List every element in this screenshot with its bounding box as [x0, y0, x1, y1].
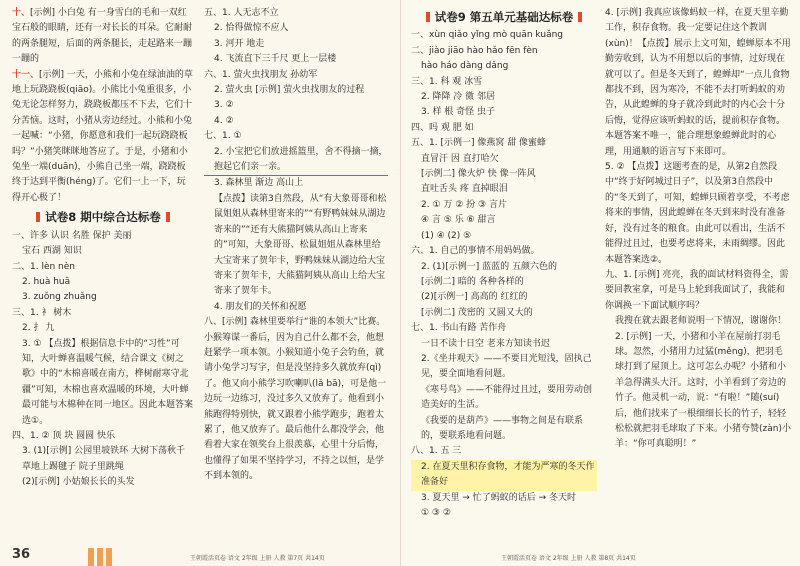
col2-line: 3. 森林里 渐边 高山上 — [214, 178, 304, 189]
exam8-line: 一、许多 认识 名胜 保护 美丽 — [12, 230, 132, 241]
col3-line: 2. 降降 冷 微 邻居 — [421, 92, 496, 103]
exam8-line: 3. (1)[示例] 公园里坡铁环 大树下荡秋千 草地上踢毽子 院子里跳绳 — [22, 446, 185, 472]
left-footer: 王朝霞活页卷 语文 2年级 上册 人教 第7页 共14页 — [190, 555, 325, 562]
col3-line: (2)[示例一] 高高的 红红的 — [421, 292, 528, 303]
col3-line: 直吐舌头 疼 直掉眼泪 — [421, 184, 508, 195]
col3-line: 一日不读十日空 老来方知读书迟 — [421, 338, 550, 349]
col4-line: 5. ② 【点拨】这题考查的是，从第2自然段中“终于好阿城过日子”，以及第3自然段中的“冬天到了，可知，蝗蝉只顾着享受，不考虑将来的事情，因此蝗蝉在冬天到来时没有准备好，没有过冬的粮食。由此可以看出，生活不能得过且过，也要考虑将来，未雨绸缪。因此本题答案选②。 — [605, 162, 790, 265]
col3-line: 2.《坐井观天》——不要目光短浅，固执己见，要全面地看问题。 — [421, 353, 592, 380]
col3-line: 《我要的是葫芦》——事物之间是有联系的，要联系地看问题。 — [421, 415, 584, 441]
answer-10: 十、[示例] 小白兔 有一身雪白的毛和一双红宝石般的眼睛，还有一对长长的耳朵。它耐耐的两条腿短，后面的两条腿长，走起路来一蹦一蹦的 — [12, 8, 193, 65]
exam8-line: 3. zuǒng zhuǎng — [22, 292, 97, 303]
col2-line: 五、1. 人无志不立 — [204, 8, 279, 18]
col3-line: [示例二] 像火炉 快 像一阵风 — [421, 169, 536, 180]
col3-line: 直冒汗 因 直打哈欠 — [421, 153, 499, 164]
col3-line: 八、1. 五 三 — [411, 446, 462, 457]
col2-line: 2. 小宝把它们放进摇篮里，舍不得摘一摘，抱起它们亲一亲。 — [204, 145, 388, 177]
exam8-line: 四、1. ② 顶 块 圆圆 快乐 — [12, 430, 115, 441]
col2-line: 4. 朋友们的关怀和祝愿 — [214, 301, 307, 312]
col2-line: 七、1. ① — [204, 131, 242, 142]
col3-line: hào háo dàng dǎng — [421, 61, 509, 72]
col3-line: 3. 样 根 奇怪 虫子 — [421, 107, 496, 118]
col2-line: 4. ② — [214, 115, 234, 126]
col3-line: 2. ① 万 ② 扮 ③ 言片 — [421, 199, 507, 210]
col3-line: 一、xùn qiǎo yǐng mò quān kuǎng — [411, 30, 563, 41]
page-number: 36 — [12, 547, 31, 562]
exam8-line: 2. huà huā — [22, 276, 71, 287]
decor-stripe — [97, 548, 103, 566]
decor-stripe — [88, 548, 94, 566]
decor-stripe — [106, 548, 112, 566]
col2-line: 2. 萤火虫 [示例] 萤火虫找朋友的过程 — [214, 85, 365, 96]
exam8-line: 二、1. lèn nèn — [12, 261, 75, 272]
right-column-2 — [605, 6, 791, 453]
col2-line: 2. 恰得做惊不应人 — [214, 23, 289, 34]
exam-8-title: 试卷8 期中综合达标卷 — [12, 210, 194, 225]
col2-line: 【点拨】读第3自然段，从“有大象哥哥和松鼠姐姐从森林里寄来的”“有野鸭妹妹从湖边寄来的”“还有大熊猫阿姨从高山上寄来的”可知，大象哥哥、松鼠姐姐从森林里给大宝寄来了贺年卡，野鸭妹妹从湖边给大宝寄来了贺年卡，大熊猫阿姨从高山上给大宝寄来了贺年卡。 — [214, 193, 387, 297]
col3-line: [示例二] 茂密的 又圆又大的 — [421, 307, 533, 318]
col3-line: 《寒号鸟》——不能得过且过，要用劳动创造美好的生活。 — [421, 384, 593, 411]
col4-line: 我搜在就去跟老师说明一下情况，谢谢你！ — [615, 316, 787, 327]
right-footer: 王朝霞活页卷 语文 2年级 上册 人教 第8页 共14页 — [501, 555, 636, 562]
col4-line: 2. [示例] 一天，小猪和小羊在屋前打羽毛球。忽然，小猪用力过猛(měng)，把羽毛球打到了屋顶上。这可怎么办呢？小猪和小羊急得满头大汗。这时，小羊看到了旁边的竹子。他灵机一动，说：“有啦！”随(suí)后，他们找来了一根细细长长的竹子，轻轻松松就把羽毛球取了下来。小猪夸赞(zàn)小羊：“你可真聪明！” — [615, 331, 791, 450]
exam8-line: 宝石 西湖 知识 — [22, 246, 82, 257]
col3-line: 五、1. [示例一] 像燕窝 甜 像蜜蜂 — [411, 138, 547, 149]
col2-line: 3. ② — [214, 100, 234, 111]
right-column-1 — [411, 6, 597, 521]
flowchart-order: ① ③ ② — [421, 508, 451, 518]
exam8-line: (2)[示例] 小姑娘长长的头发 — [22, 477, 135, 488]
col3-line: [示例二] 暗的 各种各样的 — [421, 276, 524, 287]
col3-line: 四、吗 观 肥 如 — [411, 122, 474, 133]
col4-line: 九、1. [示例] 亮亮，我的面试材料资得全，需要回教室拿，可是马上轮到我面试了，我能和你调换一下面试顺序吗？ — [605, 269, 789, 311]
exam-9-title: 试卷9 第五单元基础达标卷 — [411, 10, 597, 25]
left-column-1 — [12, 6, 194, 491]
col2-line: 六、1. 萤火虫找朋友 孙幼军 — [204, 69, 318, 80]
exam8-line: 3. ① 【点拨】根据信息卡中的“习性”可知，大叶蝉喜温暖气候，结合课文《树之歌》中的“木棉喜暖在南方，桦树耐寒守北疆”可知，木棉也喜欢温暖的环境，大叶蝉最可能与木棉种在同一地区。因此本题答案选①。 — [22, 338, 194, 426]
col3-line: (1) ④ (2) ⑤ — [421, 230, 472, 241]
col3-line: 六、1. 自己的事情不用妈妈做。 — [411, 246, 540, 257]
col3-line: 三、1. 科 观 冰雪 — [411, 76, 483, 87]
col2-line: 3. 河开 地走 — [214, 38, 265, 49]
exam8-line: 三、1. 衤 树木 — [12, 307, 72, 318]
col2-line: 4. 飞流直下三千尺 更上一层楼 — [214, 54, 337, 65]
col3-line: 七、1. 书山有路 苦作舟 — [411, 323, 507, 334]
left-column-2 — [204, 6, 388, 485]
right-page — [400, 0, 800, 566]
col3-line: 二、jiào jiāo hào hǎo fēn fèn — [411, 45, 538, 56]
col3-line: ④ 言 ⑤ 乐 ⑥ 甜言 — [421, 215, 496, 226]
answer-11: 十一、[示例] 一天，小熊和小兔在绿油油的草地上玩跷跷板(qiāo)。小熊比小兔重很多，小兔无论怎样努力，跷跷板都压不下去，它们十分苦恼。这时，小猪从旁边经过。小熊和小兔一起喊：“小猪，你愿意和我们一起玩跷跷板吗？”小猪笑眯眯地答应了。于是，小猪和小兔坐一端(duān)，小熊自己坐一端，跷跷板终于达到平衡(héng)了。它们一上一下，玩得开心极了！ — [12, 69, 193, 203]
col3-line: 2. 在夏天里积存食物，才能为严寒的冬天作准备好 — [411, 460, 597, 491]
exam8-line: 2. 扌 九 — [22, 323, 55, 334]
col3-line: 2. (1)[示例一] 蓝蓝的 五颜六色的 — [421, 261, 557, 272]
col2-line: 八、[示例] 森林里要举行“谁的本领大”比赛。小猴筹谋一番后，因为自己什么都不会，他想赶紧学一项本领。小猴知道小兔子会钓鱼，就请小兔学习写字，但是没坚持多久就放弃(qì)了。他又向小熊学习吹喇叭(lǎ bā)，可是他一边玩一边练习，没过多久又放弃了。他看到小熊跑得特别快，就又跟着小熊学跑步，跑着太累了，他又放弃了。最后他什么都没学会，他看着大家在领奖台上很羡慕，心里十分后悔，也懂得了如果不坚持学习，不持之以恒，是学不到本领的。 — [204, 317, 387, 482]
col4-line: 4. [示例] 我真应该像蚂蚁一样，在夏天里辛勤工作，积存食物。我一定要记住这个教训(xùn)！【点拨】展示上文可知，蝗蝉原本不用勤劳收到，认为不用想以后的事情，过好现在就可以了。但是冬天到了，蝗蝉却“一点儿食物都找不到，因为寒冷，不能不去打听蚂蚁的劝告，从此蝗蝉的身子就冷到此时的内心会十分后悔，觉得应该听蚂蚁的话，提前积存食物。本题答案不唯一，能合理想象蝗蝉此时的心理，用通顺的语言写下来即可。 — [605, 8, 791, 157]
flowchart-labels: 3. 夏天里 → 忙了蚂蚁的话后 → 冬天时 — [421, 492, 576, 503]
